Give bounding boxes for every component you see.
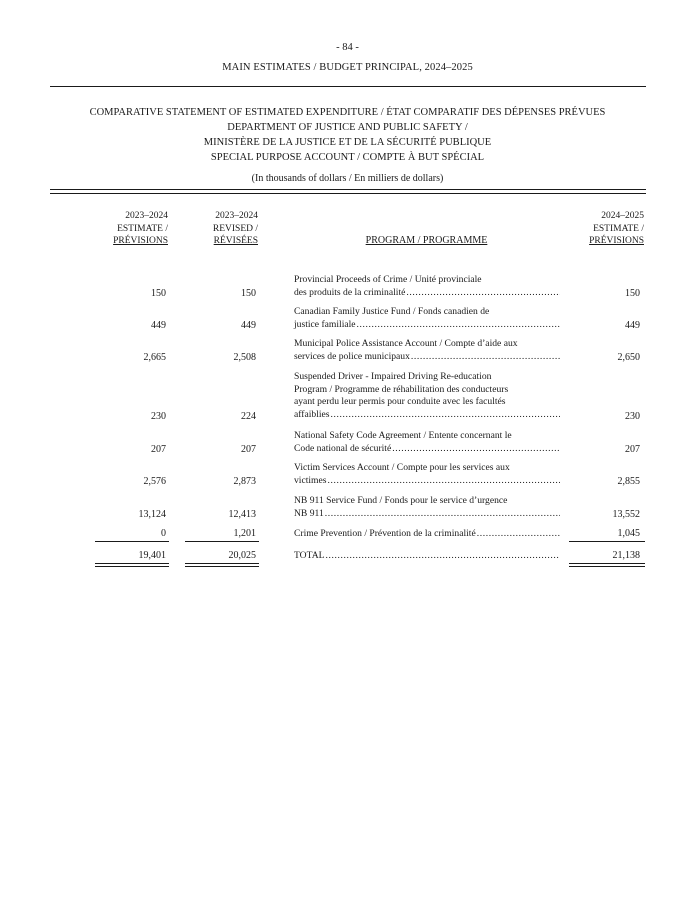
program-name xyxy=(294,274,560,299)
program-line: NB 911 Service Fund / Fonds pour le service d’urgence xyxy=(294,495,508,506)
department-name-en: DEPARTMENT OF JUSTICE AND PUBLIC SAFETY / xyxy=(227,122,468,133)
dot-leader xyxy=(477,528,560,541)
program-name xyxy=(294,371,560,421)
account-name: SPECIAL PURPOSE ACCOUNT / COMPTE À BUT SPÉCIAL xyxy=(210,152,485,163)
column-header-label-fr: PRÉVISIONS xyxy=(589,236,644,246)
statement-title: COMPARATIVE STATEMENT OF ESTIMATED EXPENDITURE / ÉTAT COMPARATIF DES DÉPENSES PRÉVUES xyxy=(89,107,606,118)
table-cell-revised-2023: 224 xyxy=(241,411,256,422)
program-line: Victim Services Account / Compte pour les services aux xyxy=(294,462,510,473)
column-header-label: ESTIMATE / xyxy=(593,223,644,234)
program-line: Crime Prevention / Prévention de la criminalité xyxy=(294,528,476,539)
column-header-label-fr: PRÉVISIONS xyxy=(113,236,168,246)
program-line: justice familiale xyxy=(294,318,356,330)
program-name xyxy=(294,462,560,487)
dot-leader xyxy=(331,409,560,422)
dot-leader xyxy=(406,287,560,300)
program-line: Suspended Driver - Impaired Driving Re-education xyxy=(294,371,492,382)
program-name xyxy=(294,528,560,541)
dot-leader xyxy=(328,475,560,488)
program-line: affaiblies xyxy=(294,408,330,420)
table-cell-estimate-2024: 1,045 xyxy=(617,528,640,539)
column-header-program: PROGRAM / PROGRAMME xyxy=(365,235,488,246)
table-cell-revised-2023: 12,413 xyxy=(228,509,256,520)
table-cell-revised-2023: 150 xyxy=(241,288,256,299)
table-cell-estimate-2024: 2,855 xyxy=(617,476,640,487)
program-name xyxy=(294,306,560,331)
table-cell-revised-2023: 207 xyxy=(241,444,256,455)
page-number: - 84 - xyxy=(336,42,359,53)
program-name xyxy=(294,495,560,520)
program-line: services de police municipaux xyxy=(294,350,410,362)
dot-leader xyxy=(326,550,561,563)
total-double-rule xyxy=(185,563,259,567)
subtotal-rule xyxy=(185,541,259,542)
column-header-2023-estimate xyxy=(92,210,168,248)
program-line: Code national de sécurité xyxy=(294,442,392,454)
program-line: Program / Programme de réhabilitation des conducteurs xyxy=(294,383,509,395)
table-cell-estimate-2023: 13,124 xyxy=(138,509,166,520)
dot-leader xyxy=(357,319,560,332)
top-rule xyxy=(50,86,646,87)
program-name xyxy=(294,430,560,455)
header-rule-upper xyxy=(50,189,646,190)
column-header-year: 2023–2024 xyxy=(215,211,258,221)
program-name xyxy=(294,338,560,363)
column-header-2023-revised xyxy=(182,210,258,248)
total-label xyxy=(294,550,560,563)
department-name-fr: MINISTÈRE DE LA JUSTICE ET DE LA SÉCURITÉ PUBLIQUE xyxy=(203,137,492,148)
table-cell-revised-2023: 2,508 xyxy=(233,352,256,363)
total-revised-2023: 20,025 xyxy=(228,550,256,561)
program-line: Provincial Proceeds of Crime / Unité provinciale xyxy=(294,274,482,285)
column-header-2024-estimate xyxy=(566,210,644,248)
column-header-label: REVISED / xyxy=(212,223,258,234)
dot-leader xyxy=(392,443,560,456)
total-double-rule xyxy=(95,563,169,567)
total-estimate-2024: 21,138 xyxy=(612,550,640,561)
table-cell-estimate-2023: 207 xyxy=(151,444,166,455)
document-title: MAIN ESTIMATES / BUDGET PRINCIPAL, 2024–2025 xyxy=(222,62,473,73)
table-cell-estimate-2023: 449 xyxy=(151,320,166,331)
table-cell-estimate-2023: 2,576 xyxy=(143,476,166,487)
table-cell-revised-2023: 2,873 xyxy=(233,476,256,487)
table-cell-estimate-2024: 449 xyxy=(625,320,640,331)
total-double-rule xyxy=(569,563,645,567)
subtotal-rule xyxy=(95,541,169,542)
program-line: ayant perdu leur permis pour conduite avec les facultés xyxy=(294,396,506,408)
table-cell-revised-2023: 449 xyxy=(241,320,256,331)
table-cell-estimate-2024: 2,650 xyxy=(617,352,640,363)
program-line: Canadian Family Justice Fund / Fonds canadien de xyxy=(294,306,490,317)
program-line: National Safety Code Agreement / Entente concernant le xyxy=(294,430,512,441)
table-cell-estimate-2024: 230 xyxy=(625,411,640,422)
units-note: (In thousands of dollars / En milliers de dollars) xyxy=(251,173,444,184)
column-header-label-fr: RÉVISÉES xyxy=(213,236,258,246)
table-cell-estimate-2023: 2,665 xyxy=(143,352,166,363)
subtotal-rule xyxy=(569,541,645,542)
program-line: victimes xyxy=(294,474,327,486)
total-label-text: TOTAL xyxy=(294,550,325,561)
table-cell-revised-2023: 1,201 xyxy=(233,528,256,539)
column-header-year: 2023–2024 xyxy=(125,211,168,221)
program-line: des produits de la criminalité xyxy=(294,286,406,298)
program-line: NB 911 xyxy=(294,507,324,519)
program-line: Municipal Police Assistance Account / Compte d’aide aux xyxy=(294,338,518,349)
table-cell-estimate-2024: 207 xyxy=(625,444,640,455)
dot-leader xyxy=(411,351,560,364)
header-rule-lower xyxy=(50,193,646,194)
table-cell-estimate-2023: 150 xyxy=(151,288,166,299)
table-cell-estimate-2024: 150 xyxy=(625,288,640,299)
column-header-label: ESTIMATE / xyxy=(117,223,168,234)
table-cell-estimate-2023: 0 xyxy=(161,528,166,539)
total-estimate-2023: 19,401 xyxy=(138,550,166,561)
dot-leader xyxy=(325,508,560,521)
column-header-year: 2024–2025 xyxy=(601,211,644,221)
table-cell-estimate-2024: 13,552 xyxy=(612,509,640,520)
table-cell-estimate-2023: 230 xyxy=(151,411,166,422)
